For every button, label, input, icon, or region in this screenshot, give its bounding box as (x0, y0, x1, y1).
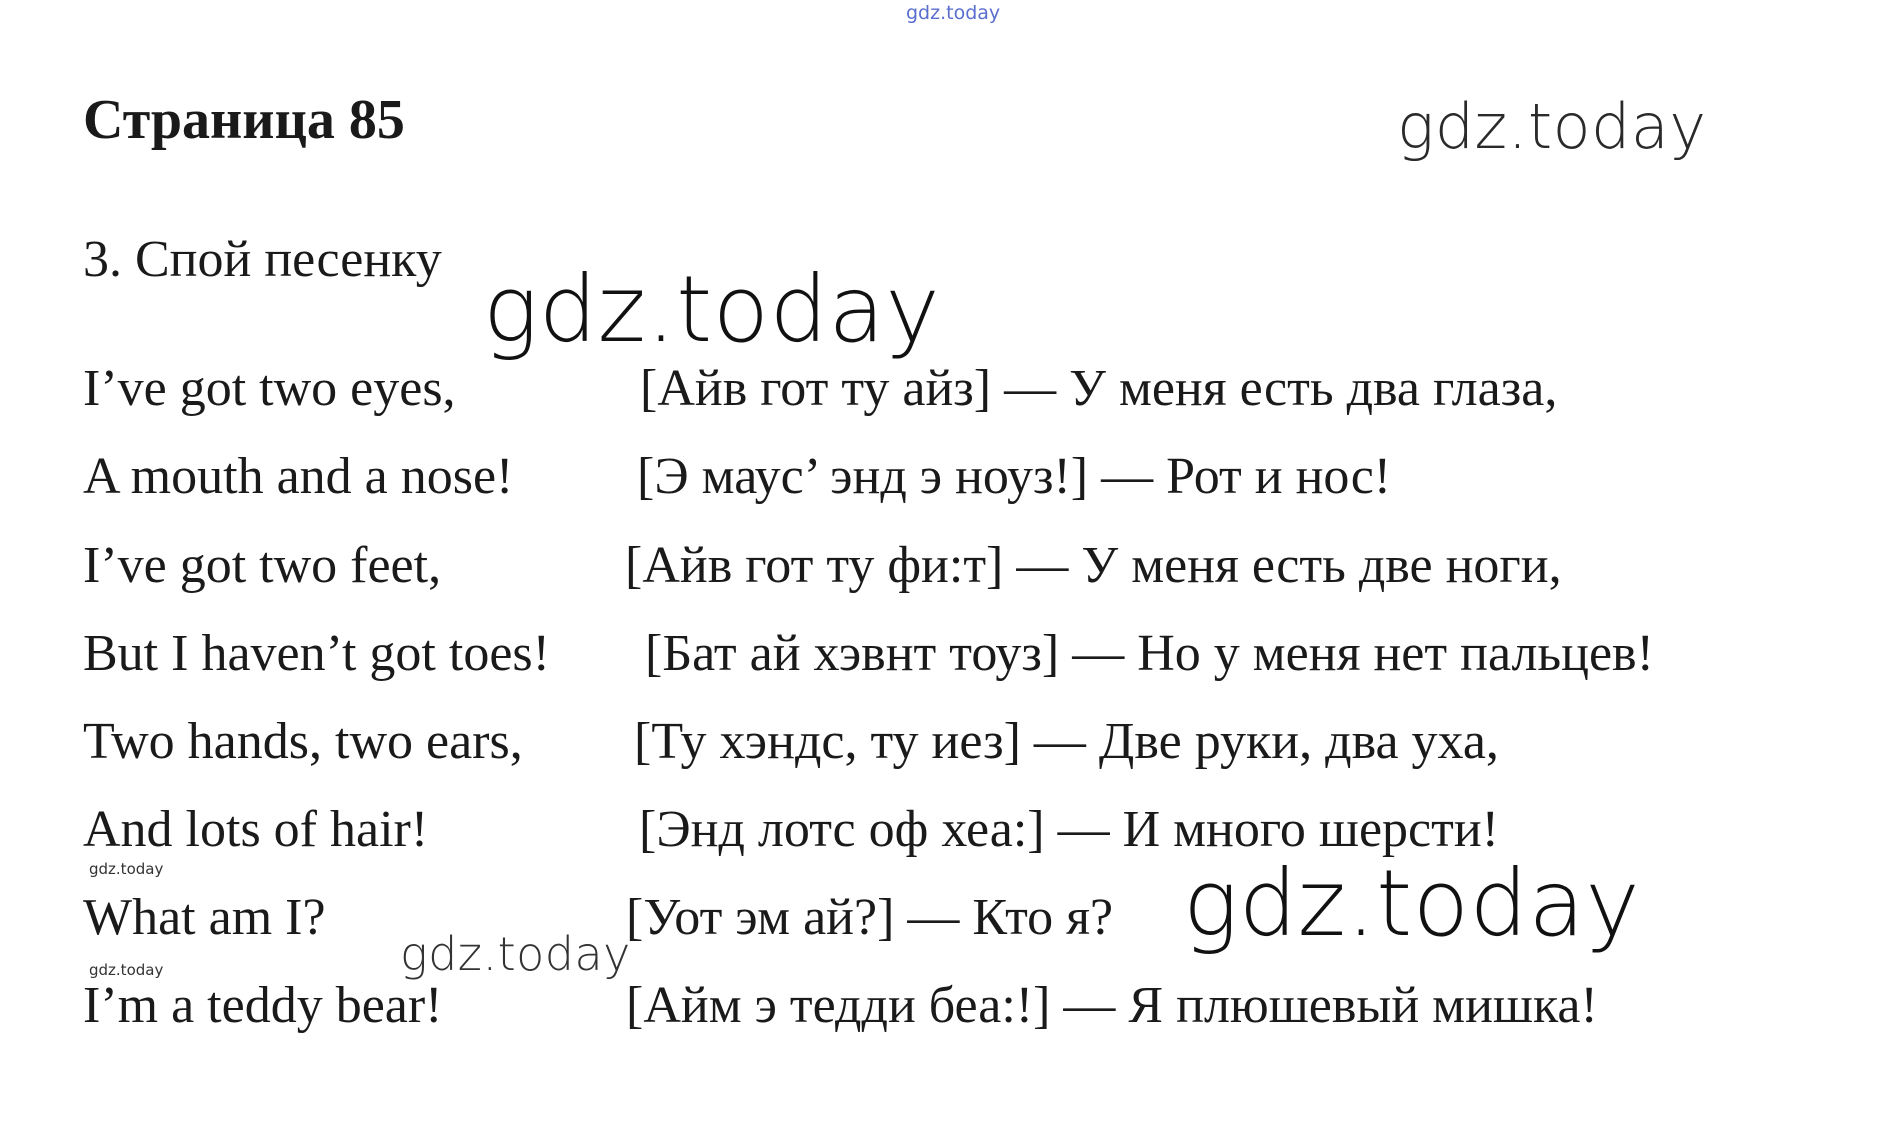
watermark-top: gdz.today (906, 2, 1001, 24)
song-line-english: I’ve got two eyes, (83, 360, 456, 417)
song-line-translation: [Айв гот ту фи:т] — У меня есть две ноги, (625, 537, 1562, 594)
song-line-english: But I haven’t got toes! (83, 625, 550, 682)
exercise-title: 3. Спой песенку (83, 231, 442, 288)
song-line-english: What am I? (83, 889, 326, 946)
song-line-translation: [Уот эм ай?] — Кто я? (626, 889, 1114, 946)
watermark-large-1: gdz.today (483, 256, 941, 363)
song-line-english: I’m a teddy bear! (83, 977, 443, 1034)
watermark-small-1: gdz.today (89, 860, 164, 878)
watermark-small-2: gdz.today (89, 961, 164, 979)
watermark-large-2: gdz.today (1183, 850, 1641, 957)
song-line-english: A mouth and a nose! (83, 448, 514, 505)
song-line-translation: [Энд лотс оф хеа:] — И много шерсти! (639, 801, 1499, 858)
song-line-translation: [Ту хэндс, ту иез] — Две руки, два уха, (634, 713, 1499, 770)
song-line-translation: [Айм э тедди беа:!] — Я плюшевый мишка! (626, 977, 1598, 1034)
page-title: Страница 85 (83, 89, 405, 151)
song-line-translation: [Э маус’ энд э ноуз!] — Рот и нос! (637, 448, 1392, 505)
song-line-translation: [Айв гот ту айз] — У меня есть два глаза, (640, 360, 1558, 417)
watermark-medium: gdz.today (400, 927, 631, 981)
song-line-english: Two hands, two ears, (83, 713, 523, 770)
song-line-translation: [Бат ай хэвнт тоуз] — Но у меня нет пальцев! (645, 625, 1654, 682)
song-line-english: I’ve got two feet, (83, 537, 442, 594)
song-line-english: And lots of hair! (83, 801, 429, 858)
watermark-header: gdz.today (1397, 90, 1707, 163)
